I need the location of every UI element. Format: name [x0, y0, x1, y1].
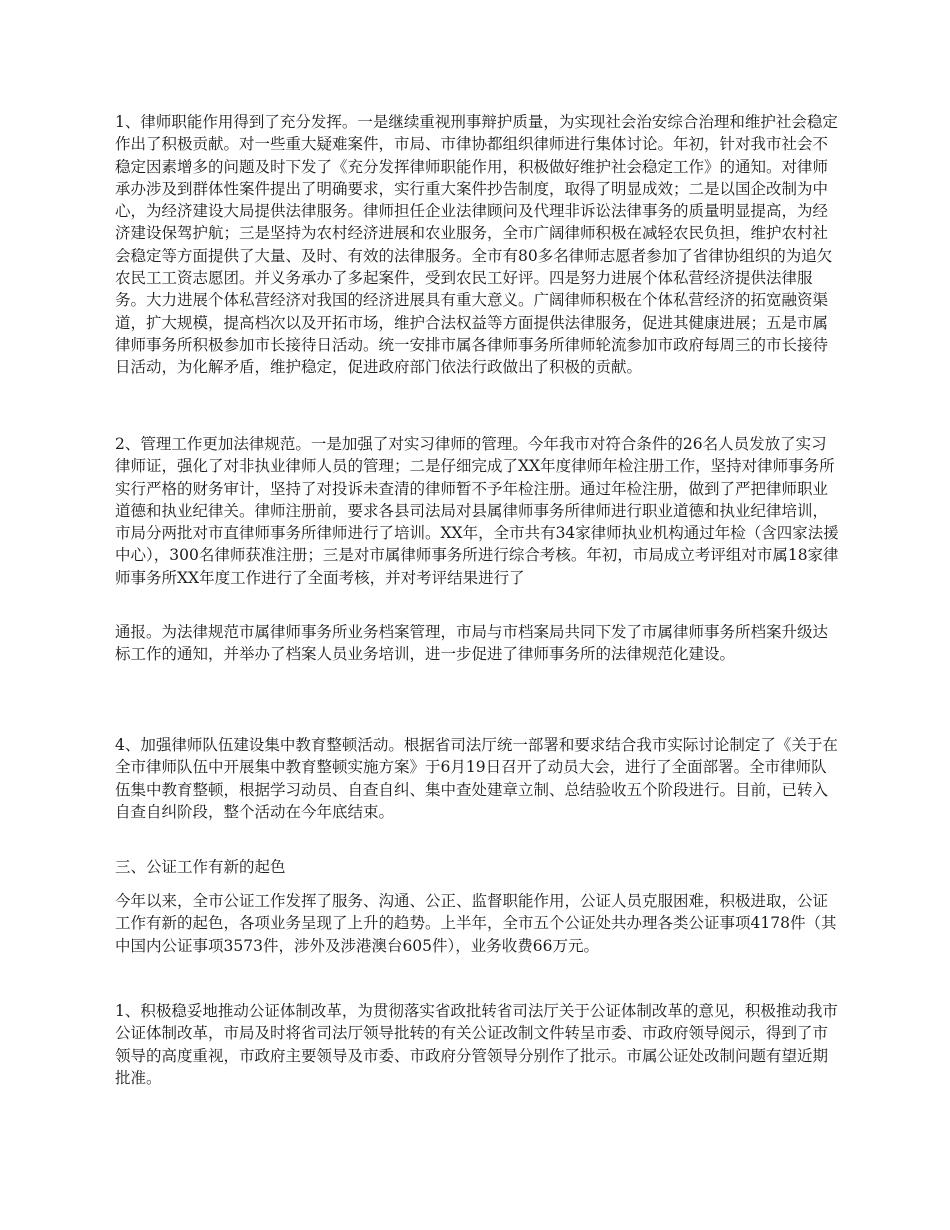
paragraph-notary-overview: 今年以来，全市公证工作发挥了服务、沟通、公正、监督职能作用，公证人员克服困难，积极进取，公证工作有新的起色，各项业务呈现了上升的趋势。上半年，全市五个公证处共办理各类公证事项4178件（其中国内公证事项3573件，涉外及涉港澳台605件），业务收费66万元。: [115, 892, 837, 955]
paragraph-management-work: 2、管理工作更加法律规范。一是加强了对实习律师的管理。今年我市对符合条件的26名人员发放了实习律师证，强化了对非执业律师人员的管理；二是仔细完成了XX年度律师年检注册工作，坚持对律师事务所实行严格的财务审计，坚持了对投诉未查清的律师暂不予年检注册。通过年检注册，做到了严把律师职业道德和执业纪律关。律师注册前，要求各县司法局对县属律师事务所律师进行职业道德和执业纪律培训，市局分两批对市直律师事务所律师进行了培训。XX年，全市共有34家律师执业机构通过年检（含四家法援中心），300名律师获准注册；三是对市属律师事务所进行综合考核。年初，市局成立考评组对市属18家律师事务所XX年度工作进行了全面考核，并对考评结果进行了: [115, 435, 839, 587]
section-heading-notary: 三、公证工作有新的起色: [115, 858, 286, 876]
paragraph-team-education: 4、加强律师队伍建设集中教育整顿活动。根据省司法厅统一部署和要求结合我市实际讨论制定了《关于在全市律师队伍中开展集中教育整顿实施方案》于6月19日召开了动员大会，进行了全面部署。全市律师队伍集中教育整顿，根据学习动员、自查自纠、集中查处建章立制、总结验收五个阶段进行。目前，已转入自查自纠阶段，整个活动在今年底结束。: [115, 736, 838, 821]
paragraph-lawyer-function: 1、律师职能作用得到了充分发挥。一是继续重视刑事辩护质量，为实现社会治安综合治理和维护社会稳定作出了积极贡献。对一些重大疑难案件，市局、市律协都组织律师进行集体讨论。年初，针对我市社会不稳定因素增多的问题及时下发了《充分发挥律师职能作用，积极做好维护社会稳定工作》的通知。对律师承办涉及到群体性案件提出了明确要求，实行重大案件抄告制度，取得了明显成效；二是以国企改制为中心，为经济建设大局提供法律服务。律师担任企业法律顾问及代理非诉讼法律事务的质量明显提高，为经济建设保驾护航；三是坚持为农村经济进展和农业服务，全市广阔律师积极在减轻农民负担，维护农村社会稳定等方面提供了大量、及时、有效的法律服务。全市有80多名律师志愿者参加了省律协组织的为追欠农民工工资志愿团。并义务承办了多起案件，受到农民工好评。四是努力进展个体私营经济提供法律服务。大力进展个体私营经济对我国的经济进展具有重大意义。广阔律师积极在个体私营经济的拓宽融资渠道，扩大规模，提高档次以及开拓市场，维护合法权益等方面提供法律服务，促进其健康进展；五是市属律师事务所积极参加市长接待日活动。统一安排市属各律师事务所律师轮流参加市政府每周三的市长接待日活动，为化解矛盾，维护稳定，促进政府部门依法行政做出了积极的贡献。: [115, 113, 838, 377]
paragraph-notary-reform: 1、积极稳妥地推动公证体制改革，为贯彻落实省政批转省司法厅关于公证体制改革的意见，积极推动我市公证体制改革，市局及时将省司法厅领导批转的有关公证改制文件转呈市委、市政府领导阅示，得到了市领导的高度重视，市政府主要领导及市委、市政府分管领导分别作了批示。市属公证处改制问题有望近期批准。: [115, 1002, 838, 1087]
paragraph-archive-notice: 通报。为法律规范市属律师事务所业务档案管理，市局与市档案局共同下发了市属律师事务所档案升级达标工作的通知，并举办了档案人员业务培训，进一步促进了律师事务所的法律规范化建设。: [115, 623, 829, 664]
